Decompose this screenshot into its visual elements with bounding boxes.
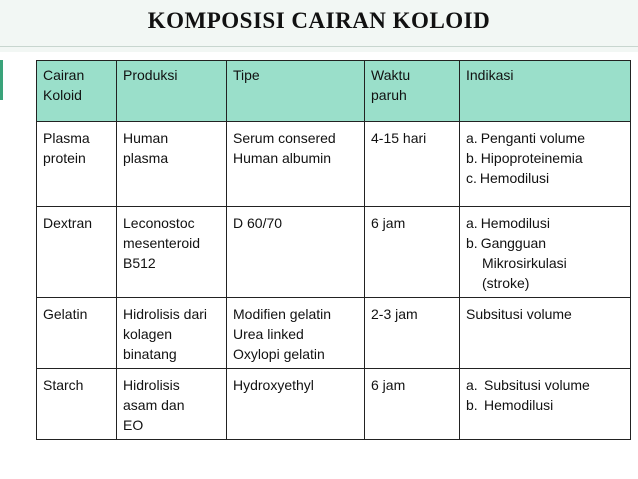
cell-produksi <box>117 122 227 207</box>
indication-item <box>466 148 624 168</box>
cell-text: Urea linked <box>233 326 304 342</box>
indication-text: Subsitusi volume <box>466 306 572 322</box>
cell-text: 4-15 hari <box>371 130 427 146</box>
cell-cairan <box>37 122 117 207</box>
list-marker: a. <box>466 130 478 146</box>
cell-text: Starch <box>43 377 84 393</box>
title-divider <box>0 46 638 47</box>
cell-indikasi <box>460 369 631 440</box>
header-text: Produksi <box>123 67 178 83</box>
indication-text: Hemodilusi <box>479 170 550 186</box>
page-title: KOMPOSISI CAIRAN KOLOID <box>147 8 491 33</box>
indication-continuation: (stroke) <box>482 275 530 291</box>
cell-waktu-paruh <box>365 369 460 440</box>
cell-tipe <box>227 122 365 207</box>
cell-produksi <box>117 369 227 440</box>
cell-text: B512 <box>123 255 156 271</box>
header-text: Cairan <box>43 67 85 83</box>
cell-text: 6 jam <box>371 215 406 231</box>
indication-text: Hemodilusi <box>480 215 550 231</box>
header-tipe <box>227 61 365 122</box>
header-text: Indikasi <box>466 67 514 83</box>
cell-waktu-paruh <box>365 298 460 369</box>
cell-text: Plasma <box>43 130 90 146</box>
cell-text: Leconostoc <box>123 215 195 231</box>
cell-text: 6 jam <box>371 377 406 393</box>
indication-text: Hipoproteinemia <box>480 150 583 166</box>
indication-text: Hemodilusi <box>484 397 554 413</box>
cell-indikasi <box>460 122 631 207</box>
table-row <box>37 207 631 298</box>
indication-text: Penganti volume <box>480 130 585 146</box>
cell-text: EO <box>123 417 144 433</box>
table-header-row <box>37 61 631 122</box>
slide-accent-bar <box>0 60 3 100</box>
cell-waktu-paruh <box>365 207 460 298</box>
list-marker: b. <box>466 150 478 166</box>
header-text: Tipe <box>233 67 260 83</box>
cell-cairan <box>37 298 117 369</box>
indication-item <box>466 395 624 415</box>
indication-item <box>466 128 624 148</box>
header-text: Waktu <box>371 67 411 83</box>
indication-item <box>466 213 624 233</box>
cell-text: protein <box>43 150 86 166</box>
list-marker: a. <box>466 215 478 231</box>
cell-indikasi <box>460 207 631 298</box>
list-marker: a. <box>466 377 478 393</box>
cell-text: Hydroxyethyl <box>233 377 314 393</box>
indication-item <box>466 233 624 253</box>
cell-text: Serum consered <box>233 130 336 146</box>
table-row <box>37 298 631 369</box>
header-text: paruh <box>371 87 407 103</box>
cell-text: kolagen <box>123 326 173 342</box>
cell-text: Modifien gelatin <box>233 306 332 322</box>
cell-text: asam dan <box>123 397 185 413</box>
cell-text: Human albumin <box>233 150 332 166</box>
cell-tipe <box>227 298 365 369</box>
table-row <box>37 369 631 440</box>
cell-text: Hidrolisis dari <box>123 306 208 322</box>
indication-text: Gangguan <box>480 235 547 251</box>
header-text: Koloid <box>43 87 82 103</box>
cell-cairan <box>37 369 117 440</box>
cell-text: Dextran <box>43 215 93 231</box>
cell-text: mesenteroid <box>123 235 201 251</box>
cell-text: D 60/70 <box>233 215 283 231</box>
cell-text: Human <box>123 130 169 146</box>
indication-continuation: Mikrosirkulasi <box>482 255 567 271</box>
cell-text: Hidrolisis <box>123 377 180 393</box>
cell-produksi <box>117 298 227 369</box>
cell-tipe <box>227 369 365 440</box>
colloid-composition-table <box>36 60 631 440</box>
cell-cairan <box>37 207 117 298</box>
cell-text: Gelatin <box>43 306 88 322</box>
indication-item <box>466 375 624 395</box>
cell-tipe <box>227 207 365 298</box>
indication-item <box>466 168 624 188</box>
cell-indikasi <box>460 298 631 369</box>
cell-waktu-paruh <box>365 122 460 207</box>
cell-text: 2-3 jam <box>371 306 418 322</box>
cell-text: binatang <box>123 346 177 362</box>
header-produksi <box>117 61 227 122</box>
table-row <box>37 122 631 207</box>
cell-text: Oxylopi gelatin <box>233 346 325 362</box>
indication-text: Subsitusi volume <box>484 377 590 393</box>
list-marker: b. <box>466 397 478 413</box>
header-indikasi <box>460 61 631 122</box>
cell-text: plasma <box>123 150 169 166</box>
cell-produksi <box>117 207 227 298</box>
header-waktu-paruh <box>365 61 460 122</box>
header-cairan-koloid <box>37 61 117 122</box>
list-marker: b. <box>466 235 478 251</box>
list-marker: c. <box>466 170 477 186</box>
